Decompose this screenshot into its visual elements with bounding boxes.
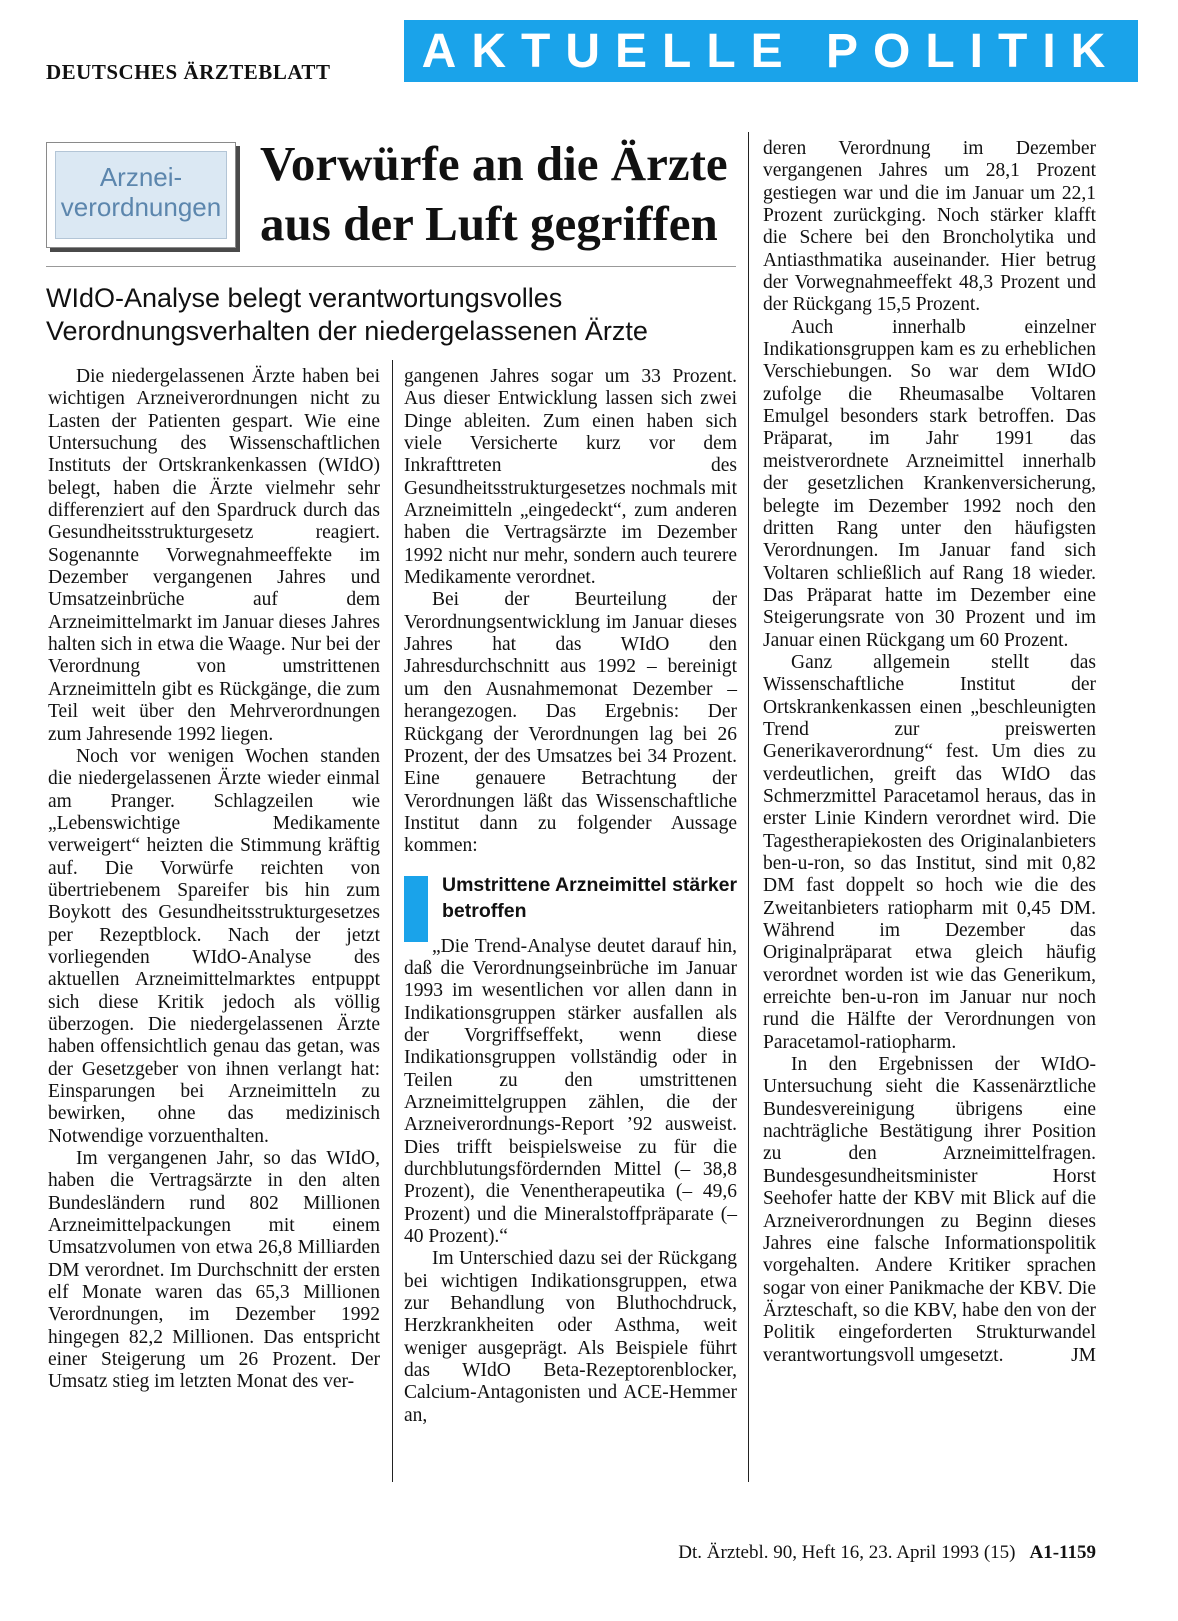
topic-label <box>56 162 226 222</box>
paragraph: deren Verordnung im Dezember vergangenen Jahres um 28,1 Prozent gestiegen war und die im Januar um 22,1 Prozent zurückging. Noch stärker klafft die Schere bei den Broncholytika und Antiasthmatika auseinander. Hier betrug der Vorwegnahmeeffekt 48,3 Prozent und der Rückgang 15,5 Prozent. <box>763 138 1096 316</box>
author-initials: JM <box>1071 1344 1096 1366</box>
headline-line-2: aus der Luft gegriffen <box>260 196 718 251</box>
page-footer <box>640 1542 1096 1564</box>
section-title: AKTUELLE POLITIK <box>421 25 1121 78</box>
subhead-accent-bar <box>404 876 428 942</box>
paragraph: Im Unterschied dazu sei der Rückgang bei wichtigen Indikationsgruppen, etwa zur Behandlung von Bluthochdruck, Herzkrankheiten oder Asthma, weit weniger ausgeprägt. Als Beispiele führt das WIdO Beta-Rezeptorenblocker, Calcium-Antagonisten und ACE-Hemmer an, <box>404 1248 737 1426</box>
subheadline <box>46 282 771 348</box>
column-rule-2 <box>748 132 749 1482</box>
topic-box <box>46 142 236 248</box>
paragraph: „Die Trend-Analyse deutet darauf hin, daß die Verordnungseinbrüche im Januar 1993 im wesentlichen vor allen dann in Indikationsgruppen stärker ausfallen als der Vorgriffseffekt, wenn diese Indikationsgruppen vollständig oder in Teilen zu den umstrittenen Arzneimittelgruppen zählen, die der Arzneiverordnungs-Report ’92 ausweist. Dies trifft beispielsweise zu für die durchblutungsfördernden Mittel (– 38,8 Prozent), die Venentherapeutika (– 49,6 Prozent) und die Mineralstoffpräparate (– 40 Prozent).“ <box>404 935 737 1248</box>
subheadline-line-2: Verordnungsverhalten der niedergelassenen Ärzte <box>46 316 648 346</box>
masthead: DEUTSCHES ÄRZTEBLATT <box>46 60 331 84</box>
topic-line-1: Arznei- <box>99 162 183 192</box>
paragraph: Im vergangenen Jahr, so das WIdO, haben die Vertragsärzte in den alten Bundesländern rund 802 Millionen Arzneimittelpackungen mit einem Umsatzvolumen von etwa 26,8 Milliarden DM verordnet. Im Durchschnitt der ersten elf Monate waren das 65,3 Millionen Verordnungen, im Dezember 1992 hingegen 82,2 Millionen. Das entspricht einer Steigerung um 26 Prozent. Der Umsatz stieg im letzten Monat des ver- <box>48 1148 380 1393</box>
footer-page-number: A1-1159 <box>1029 1542 1096 1563</box>
topic-line-2: verordnungen <box>60 192 222 222</box>
column-2 <box>404 366 737 1427</box>
column-rule-1 <box>392 360 393 1482</box>
subheadline-line-1: WIdO-Analyse belegt verantwortungsvolles <box>46 283 563 313</box>
topic-inner <box>55 151 227 239</box>
column-3 <box>763 138 1096 1367</box>
paragraph: Ganz allgemein stellt das Wissenschaftliche Institut der Ortskrankenkassen einen „beschleunigten Trend zur preiswerten Generikaverordnung“ fest. Um dies zu verdeutlichen, greift das WIdO das Schmerzmittel Paracetamol heraus, das in erster Linie Kindern verordnet wird. Die Tagestherapiekosten des Originalanbieters ben-u-ron, so das Institut, sind mit 0,82 DM fast doppelt so hoch wie die des Zweitanbieters ratiopharm mit 0,45 DM. Während im Dezember das Originalpräparat etwa gleich häufig verordnet worden ist wie das Generikum, erreichte ben-u-ron im Januar nur noch rund die Hälfte der Verordnungen von Paracetamol-ratiopharm. <box>763 651 1096 1053</box>
paragraph: Die niedergelassenen Ärzte haben bei wichtigen Arzneiverordnungen nicht zu Lasten der Patienten gespart. Wie eine Untersuchung des Wissenschaftlichen Instituts der Ortskrankenkassen (WIdO) belegt, haben die Ärzte vielmehr sehr differenziert auf den Spardruck durch das Gesundheitsstrukturgesetz reagiert. Sogenannte Vorwegnahmeeffekte im Dezember vergangenen Jahres und Umsatzeinbrüche auf dem Arzneimittelmarkt im Januar dieses Jahres halten sich in etwa die Waage. Nur bei der Verordnung von umstrittenen Arzneimitteln gibt es Rückgänge, die zum Teil weit über den Mehrverordnungen zum Jahresende 1992 liegen. <box>48 366 380 745</box>
footer-reference: Dt. Ärztebl. 90, Heft 16, 23. April 1993 (15) <box>678 1542 1016 1563</box>
headline-line-1: Vorwürfe an die Ärzte <box>260 136 728 191</box>
subhead-block <box>404 872 737 930</box>
subhead: Umstrittene Arzneimittel stärker betroffen <box>442 873 738 922</box>
column-1 <box>48 366 380 1394</box>
paragraph-text: In den Ergebnissen der WIdO-Untersuchung sieht die Kassenärztliche Bundesvereinigung übrigens eine nachträgliche Bestätigung ihrer Position zu den Arzneimittelfragen. Bundesgesundheitsminister Horst Seehofer hatte der KBV mit Blick auf die Arzneiverordnungen zu Beginn dieses Jahres eine falsche Informationspolitik vorgehalten. Andere Kritiker sprachen sogar von einer Panikmache der KBV. Die Ärzteschaft, so die KBV, habe den von der Politik eingeforderten Strukturwandel verantwortungsvoll umgesetzt. <box>763 1054 1096 1366</box>
paragraph: Noch vor wenigen Wochen standen die niedergelassenen Ärzte wieder einmal am Pranger. Schlagzeilen wie „Lebenswichtige Medikamente verweigert“ heizten die Stimmung kräftig auf. Die Vorwürfe reichten von übertriebenem Spareifer bis hin zum Boykott des Gesundheitsstrukturgesetzes per Rezeptblock. Nach der jetzt vorliegenden WIdO-Analyse des aktuellen Arzneimittelmarktes entpuppt sich diese Kritik jedoch als völlig überzogen. Die niedergelassenen Ärzte haben offensichtlich genau das getan, was der Gesetzgeber von ihnen verlangt hat: Einsparungen bei Arzneimitteln zu bewirken, ohne das medizinisch Notwendige vorzuenthalten. <box>48 745 380 1147</box>
headline <box>260 134 760 254</box>
paragraph: Auch innerhalb einzelner Indikationsgruppen kam es zu erheblichen Verschiebungen. So war dem WIdO zufolge die Rheumasalbe Voltaren Emulgel besonders stark betroffen. Das Präparat, im Jahr 1991 das meistverordnete Arzneimittel innerhalb der gesetzlichen Krankenversicherung, belegte im Dezember 1992 noch den dritten Rang unter den häufigsten Verordnungen. Im Januar fand sich Voltaren schließlich auf Rang 18 wieder. Das Präparat hatte im Dezember eine Steigerungsrate von 30 Prozent und im Januar einen Rückgang um 60 Prozent. <box>763 316 1096 651</box>
headline-rule <box>46 266 736 267</box>
section-banner <box>404 20 1138 82</box>
paragraph: gangenen Jahres sogar um 33 Prozent. Aus dieser Entwicklung lassen sich zwei Dinge ableiten. Zum einen haben sich viele Versicherte kurz vor dem Inkrafttreten des Gesundheitsstrukturgesetzes nochmals mit Arzneimitteln „eingedeckt“, zum anderen haben die Vertragsärzte im Dezember 1992 nicht nur mehr, sondern auch teurere Medikamente verordnet. <box>404 366 737 589</box>
paragraph-last <box>763 1054 1096 1367</box>
paragraph: Bei der Beurteilung der Verordnungsentwicklung im Januar dieses Jahres hat das WIdO den Jahresdurchschnitt aus 1992 – bereinigt um den Ausnahmemonat Dezember – herangezogen. Das Ergebnis: Der Rückgang der Verordnungen lag bei 26 Prozent, der des Umsatzes bei 34 Prozent. Eine genauere Betrachtung der Verordnungen läßt das Wissenschaftliche Institut dann zu folgender Aussage kommen: <box>404 589 737 857</box>
